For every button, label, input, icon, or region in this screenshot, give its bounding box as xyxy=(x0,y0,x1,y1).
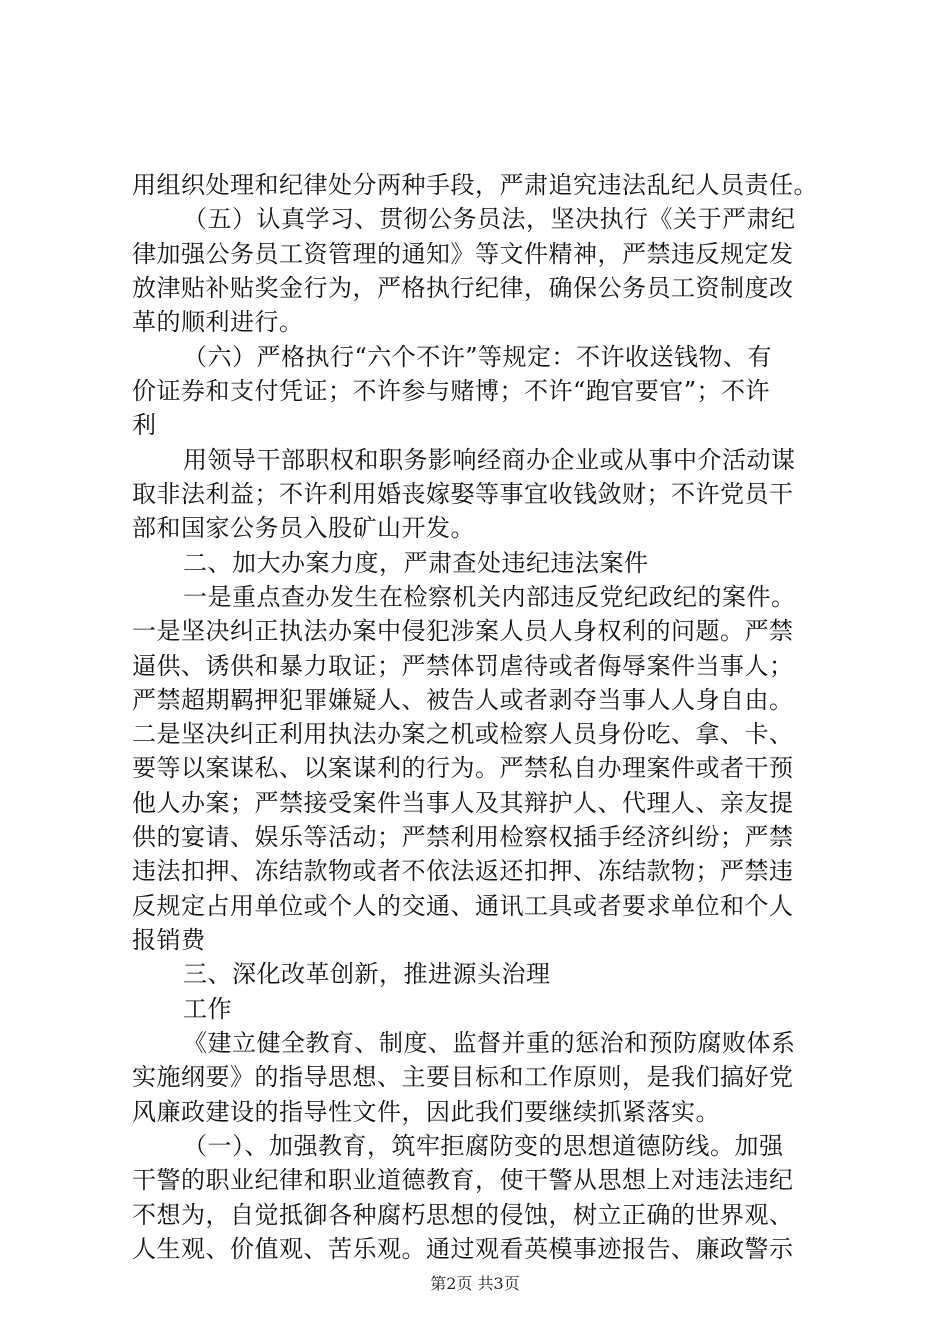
body-line: 二是坚决纠正利用执法办案之机或检察人员身份吃、拿、卡、 xyxy=(132,720,794,748)
body-line: 取非法利益；不许利用婚丧嫁娶等事宜收钱敛财；不许党员干 xyxy=(132,480,794,508)
body-line: 律加强公务员工资管理的通知》等文件精神，严禁违反规定发 xyxy=(132,240,794,268)
body-line: 一是坚决纠正执法办案中侵犯涉案人员人身权利的问题。严禁 xyxy=(132,617,794,645)
body-line: 反规定占用单位或个人的交通、通讯工具或者要求单位和个人 xyxy=(132,892,794,920)
body-line: 供的宴请、娱乐等活动；严禁利用检察权插手经济纠纷；严禁 xyxy=(132,823,794,851)
body-line: 他人办案；严禁接受案件当事人及其辩护人、代理人、亲友提 xyxy=(132,789,794,817)
body-line: 逼供、诱供和暴力取证；严禁体罚虐待或者侮辱案件当事人； xyxy=(132,652,794,680)
body-line: 放津贴补贴奖金行为，严格执行纪律，确保公务员工资制度改 xyxy=(132,274,794,302)
section-heading: 二、加大办案力度，严肃查处违纪违法案件 xyxy=(183,549,649,577)
body-line: 风廉政建设的指导性文件，因此我们要继续抓紧落实。 xyxy=(132,1098,720,1126)
body-line: 一是重点查办发生在检察机关内部违反党纪政纪的案件。 xyxy=(183,583,796,611)
body-line: 实施纲要》的指导思想、主要目标和工作原则，是我们搞好党 xyxy=(132,1063,794,1091)
body-line: 用领导干部职权和职务影响经商办企业或从事中介活动谋 xyxy=(183,446,796,474)
body-line: 人生观、价值观、苦乐观。通过观看英模事迹报告、廉政警示 xyxy=(132,1235,794,1263)
body-line: 《建立健全教育、制度、监督并重的惩治和预防腐败体系 xyxy=(183,1029,796,1057)
body-line: 严禁超期羁押犯罪嫌疑人、被告人或者剥夺当事人人身自由。 xyxy=(132,686,794,714)
body-line: 报销费 xyxy=(132,926,206,954)
body-line: （一）、加强教育，筑牢拒腐防变的思想道德防线。加强 xyxy=(183,1132,784,1160)
body-line: 不想为，自觉抵御各种腐朽思想的侵蚀，树立正确的世界观、 xyxy=(132,1201,794,1229)
body-line: 部和国家公务员入股矿山开发。 xyxy=(132,514,475,542)
body-line: 要等以案谋私、以案谋利的行为。严禁私自办理案件或者干预 xyxy=(132,754,794,782)
body-line: 工作 xyxy=(183,995,232,1023)
body-line: 干警的职业纪律和职业道德教育，使干警从思想上对违法违纪 xyxy=(132,1166,794,1194)
body-line: （六）严格执行“六个不许”等规定：不许收送钱物、有 xyxy=(183,343,773,371)
body-line: 利 xyxy=(132,411,157,439)
body-line: 违法扣押、冻结款物或者不依法返还扣押、冻结款物；严禁违 xyxy=(132,857,794,885)
section-heading: 三、深化改革创新，推进源头治理 xyxy=(183,960,551,988)
body-line: 用组织处理和纪律处分两种手段，严肃追究违法乱纪人员责任。 xyxy=(132,171,818,199)
page-footer: 第2页 共3页 xyxy=(430,1274,520,1293)
body-line: 革的顺利进行。 xyxy=(132,308,304,336)
body-line: （五）认真学习、贯彻公务员法，坚决执行《关于严肃纪 xyxy=(183,205,796,233)
body-line: 价证券和支付凭证；不许参与赌博；不许“跑官要官”；不许 xyxy=(132,377,771,405)
